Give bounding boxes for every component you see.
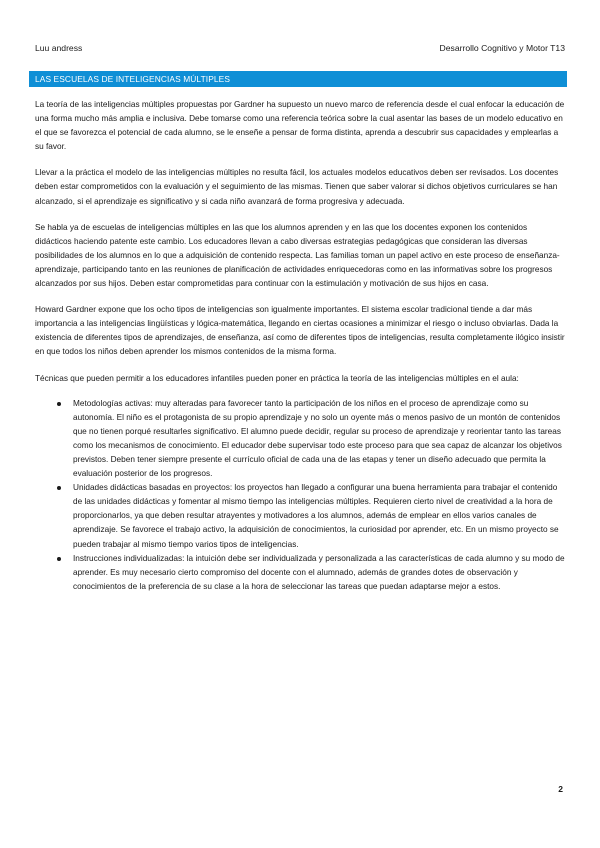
paragraph: Se habla ya de escuelas de inteligencias múltiples en las que los alumnos aprenden y en las que los docentes exponen los contenidos didácticos haciendo patente este cambio. Los educadores llevan a cabo diversas estrategias pedagógicas que consideran las diversas posibilidades de los alumnos en lo que a adquisición de contenido respecta. Las familias toman un papel activo en este proceso de enseñanza-aprendizaje, participando tanto en las reuniones de planificación de actividades enriquecedoras como en las informativas sobre los progresos alcanzados por sus hijos. Deben estar comprometidas para continuar con la estimulación y motivación de sus hijos en casa. <box>35 222 560 289</box>
list-item-text: Instrucciones individualizadas: la intuición debe ser individualizada y personalizada a las características de cada alumno y su modo de aprender. Es muy necesario cierto compromiso del docente con el alumnado, además de grandes dotes de observación y conocimientos de la preferencia de su clase a la hora de seleccionar las tareas que puedan adaptarse mejor a estos. <box>73 553 565 591</box>
paragraph: Llevar a la práctica el modelo de las inteligencias múltiples no resulta fácil, los actuales modelos educativos deben ser revisados. Los docentes deben estar comprometidos con la evaluación y el seguimiento de las mismas. Tienen que saber valorar si dichos objetivos curriculares se han alcanzado, si el aprendizaje es significativo y si cada niño avanzará de forma progresiva y adecuada. <box>35 168 559 206</box>
bullet-icon <box>57 402 61 406</box>
paragraph: La teoría de las inteligencias múltiples propuestas por Gardner ha supuesto un nuevo marco de referencia desde el cual enfocar la educación de una forma mucho más amplia e inclusiva. Debe tomarse como una referencia teórica sobre la cual asentar las bases de un modelo educativo en el que se favorezca el potencial de cada alumno, se le enseñe a pensar de forma distinta, aprenda a descubrir sus capacidades y emplearlas a su favor. <box>35 100 565 152</box>
page-header <box>35 42 565 54</box>
header-subject: Desarrollo Cognitivo y Motor T13 <box>439 43 565 53</box>
section-title: LAS ESCUELAS DE INTELIGENCIAS MÚLTIPLES <box>35 74 231 84</box>
header-author: Luu andress <box>35 43 83 53</box>
page-number: 2 <box>558 784 563 794</box>
list-item <box>73 397 565 482</box>
list-item <box>73 481 565 551</box>
list-item <box>73 552 565 594</box>
bullet-icon <box>57 486 61 490</box>
document-body <box>35 98 565 594</box>
paragraph: Howard Gardner expone que los ocho tipos de inteligencias son igualmente importantes. El sistema escolar tradicional tiende a dar más importancia a las inteligencias lingüísticas y lógica-matemática, llegando en ciertas ocasiones a minimizar el riesgo o incluso obviarlas. Dada la existencia de diferentes tipos de aprendizajes, de enseñanza, así como de diferentes tipos de inteligencias, resulta completamente ilógico insistir en que todos los niños deben aprender los mismos contenidos de la misma forma. <box>35 305 565 357</box>
list-item-text: Metodologías activas: muy alteradas para favorecer tanto la participación de los niños en el proceso de aprendizaje como su autonomía. El niño es el protagonista de su propio aprendizaje y no solo un oyente más o menos pasivo de un montón de contenidos que no tienen porqué resultarles significativo. El alumno puede decidir, regular su proceso de aprendizaje y reorientar tanto las tareas como los mecanismos de conocimiento. El educador debe supervisar todo este proceso para que sea capaz de alcanzar los objetivos previstos. Deben tener siempre presente el currículo oficial de cada una de las etapas y tener un diseño adecuado que permita la evaluación posterior de los progresos. <box>73 398 562 479</box>
list-item-text: Unidades didácticas basadas en proyectos: los proyectos han llegado a configurar una buena herramienta para trabajar el contenido de las unidades didácticas y fomentar al mismo tiempo las inteligencias múltiples. Requieren cierto nivel de creatividad a la hora de proporcionarlos, ya que deben resultar atrayentes y motivadores a los alumnos, además de emplear en ellos varios canales de aprendizaje. Se favorece el trabajo activo, la adquisición de conocimientos, la curiosidad por aprender, etc. En un mismo proyecto se pueden trabajar al mismo tiempo varios tipos de inteligencias. <box>73 483 559 549</box>
bullet-icon <box>57 557 61 561</box>
section-title-bar <box>29 71 567 87</box>
techniques-list <box>35 397 565 594</box>
list-intro: Técnicas que pueden permitir a los educadores infantiles pueden poner en práctica la teoría de las inteligencias múltiples en el aula: <box>35 373 519 383</box>
